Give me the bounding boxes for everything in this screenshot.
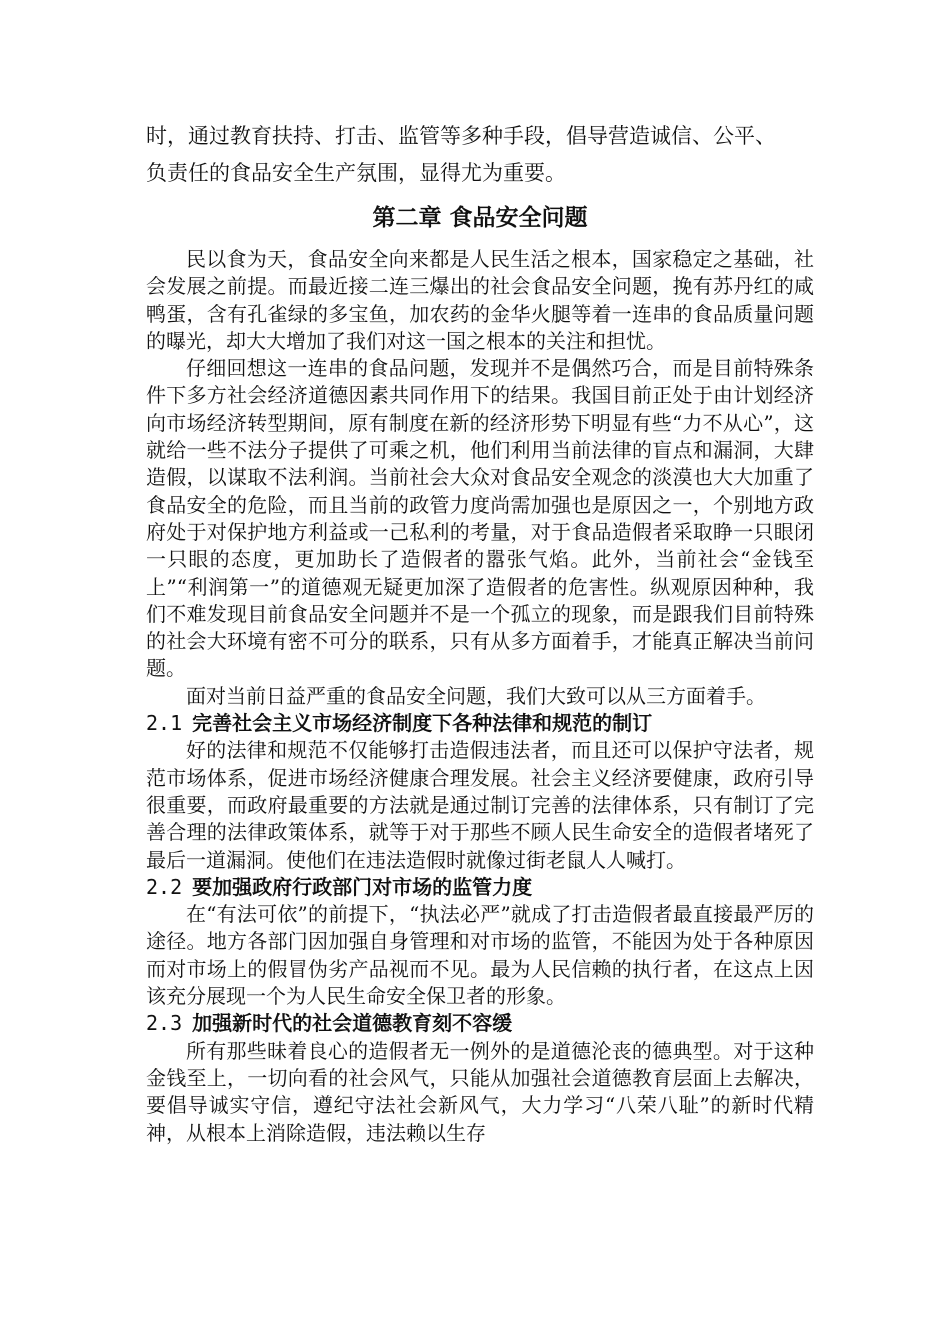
section-number: 2.2 — [146, 874, 183, 899]
paragraph-3: 面对当前日益严重的食品安全问题，我们大致可以从三方面着手。 — [186, 683, 766, 708]
section-title: 加强新时代的社会道德教育刻不容缓 — [192, 1011, 513, 1036]
chapter-title: 第二章 食品安全问题 — [372, 205, 588, 231]
section-number: 2.1 — [146, 711, 183, 736]
section-heading-2-2 — [146, 874, 814, 901]
section-heading-2-1 — [146, 710, 814, 737]
section-body-2-2: 在“有法可依”的前提下，“执法必严”就成了打击造假者最直接最严厉的途径。地方各部门因加强自身管理和对市场的监管，不能因为处于各种原因而对市场上的假冒伪劣产品视而不见。最为人民信赖的执行者，在这点上因该充分展现一个为人民生命安全保卫者的形象。 — [146, 902, 814, 1009]
section-number: 2.3 — [146, 1011, 183, 1036]
document-page — [146, 118, 814, 1147]
intro-line-1: 时，通过教育扶持、打击、监管等多种手段，倡导营造诚信、公平、 — [146, 124, 776, 148]
section-title: 要加强政府行政部门对市场的监管力度 — [192, 874, 533, 899]
paragraph-1: 民以食为天，食品安全向来都是人民生活之根本，国家稳定之基础，社会发展之前提。而最近接二连三爆出的社会食品安全问题，挽有苏丹红的咸鸭蛋，含有孔雀绿的多宝鱼，加农药的金华火腿等着一连串的食品质量问题的曝光，却大大增加了我们对这一国之根本的关注和担忧。 — [146, 247, 814, 353]
section-body-2-3: 所有那些昧着良心的造假者无一例外的是道德沦丧的德典型。对于这种金钱至上，一切向看的社会风气，只能从加强社会道德教育层面上去解决，要倡导诚实守信，遵纪守法社会新风气，大力学习“八荣八耻”的新时代精神，从根本上消除造假，违法赖以生存 — [146, 1038, 814, 1145]
section-body-2-1: 好的法律和规范不仅能够打击造假违法者，而且还可以保护守法者，规范市场体系，促进市场经济健康合理发展。社会主义经济要健康，政府引导很重要，而政府最重要的方法就是通过制订完善的法律体系，只有制订了完善合理的法律政策体系，就等于对于那些不顾人民生命安全的造假者堵死了最后一道漏洞。使他们在违法造假时就像过街老鼠人人喊打。 — [146, 738, 814, 872]
paragraph-2: 仔细回想这一连串的食品问题，发现并不是偶然巧合，而是目前特殊条件下多方社会经济道德因素共同作用下的结果。我国目前正处于由计划经济向市场经济转型期间，原有制度在新的经济形势下明显有些“力不从心”，这就给一些不法分子提供了可乘之机，他们利用当前法律的盲点和漏洞，大肆造假，以谋取不法利润。当前社会大众对食品安全观念的淡漠也大大加重了食品安全的危险，而且当前的政管力度尚需加强也是原因之一，个别地方政府处于对保护地方利益或一己私利的考量，对于食品造假者采取睁一只眼闭一只眼的态度，更加助长了造假者的嚣张气焰。此外，当前社会“金钱至上”“利润第一”的道德观无疑更加深了造假者的危害性。纵观原因种种，我们不难发现目前食品安全问题并不是一个孤立的现象，而是跟我们目前特殊的社会大环境有密不可分的联系，只有从多方面着手，才能真正解决当前问题。 — [146, 356, 814, 681]
section-title: 完善社会主义市场经济制度下各种法律和规范的制订 — [192, 711, 653, 736]
intro-line-2: 负责任的食品安全生产氛围，显得尤为重要。 — [146, 161, 566, 185]
section-heading-2-3 — [146, 1010, 814, 1037]
